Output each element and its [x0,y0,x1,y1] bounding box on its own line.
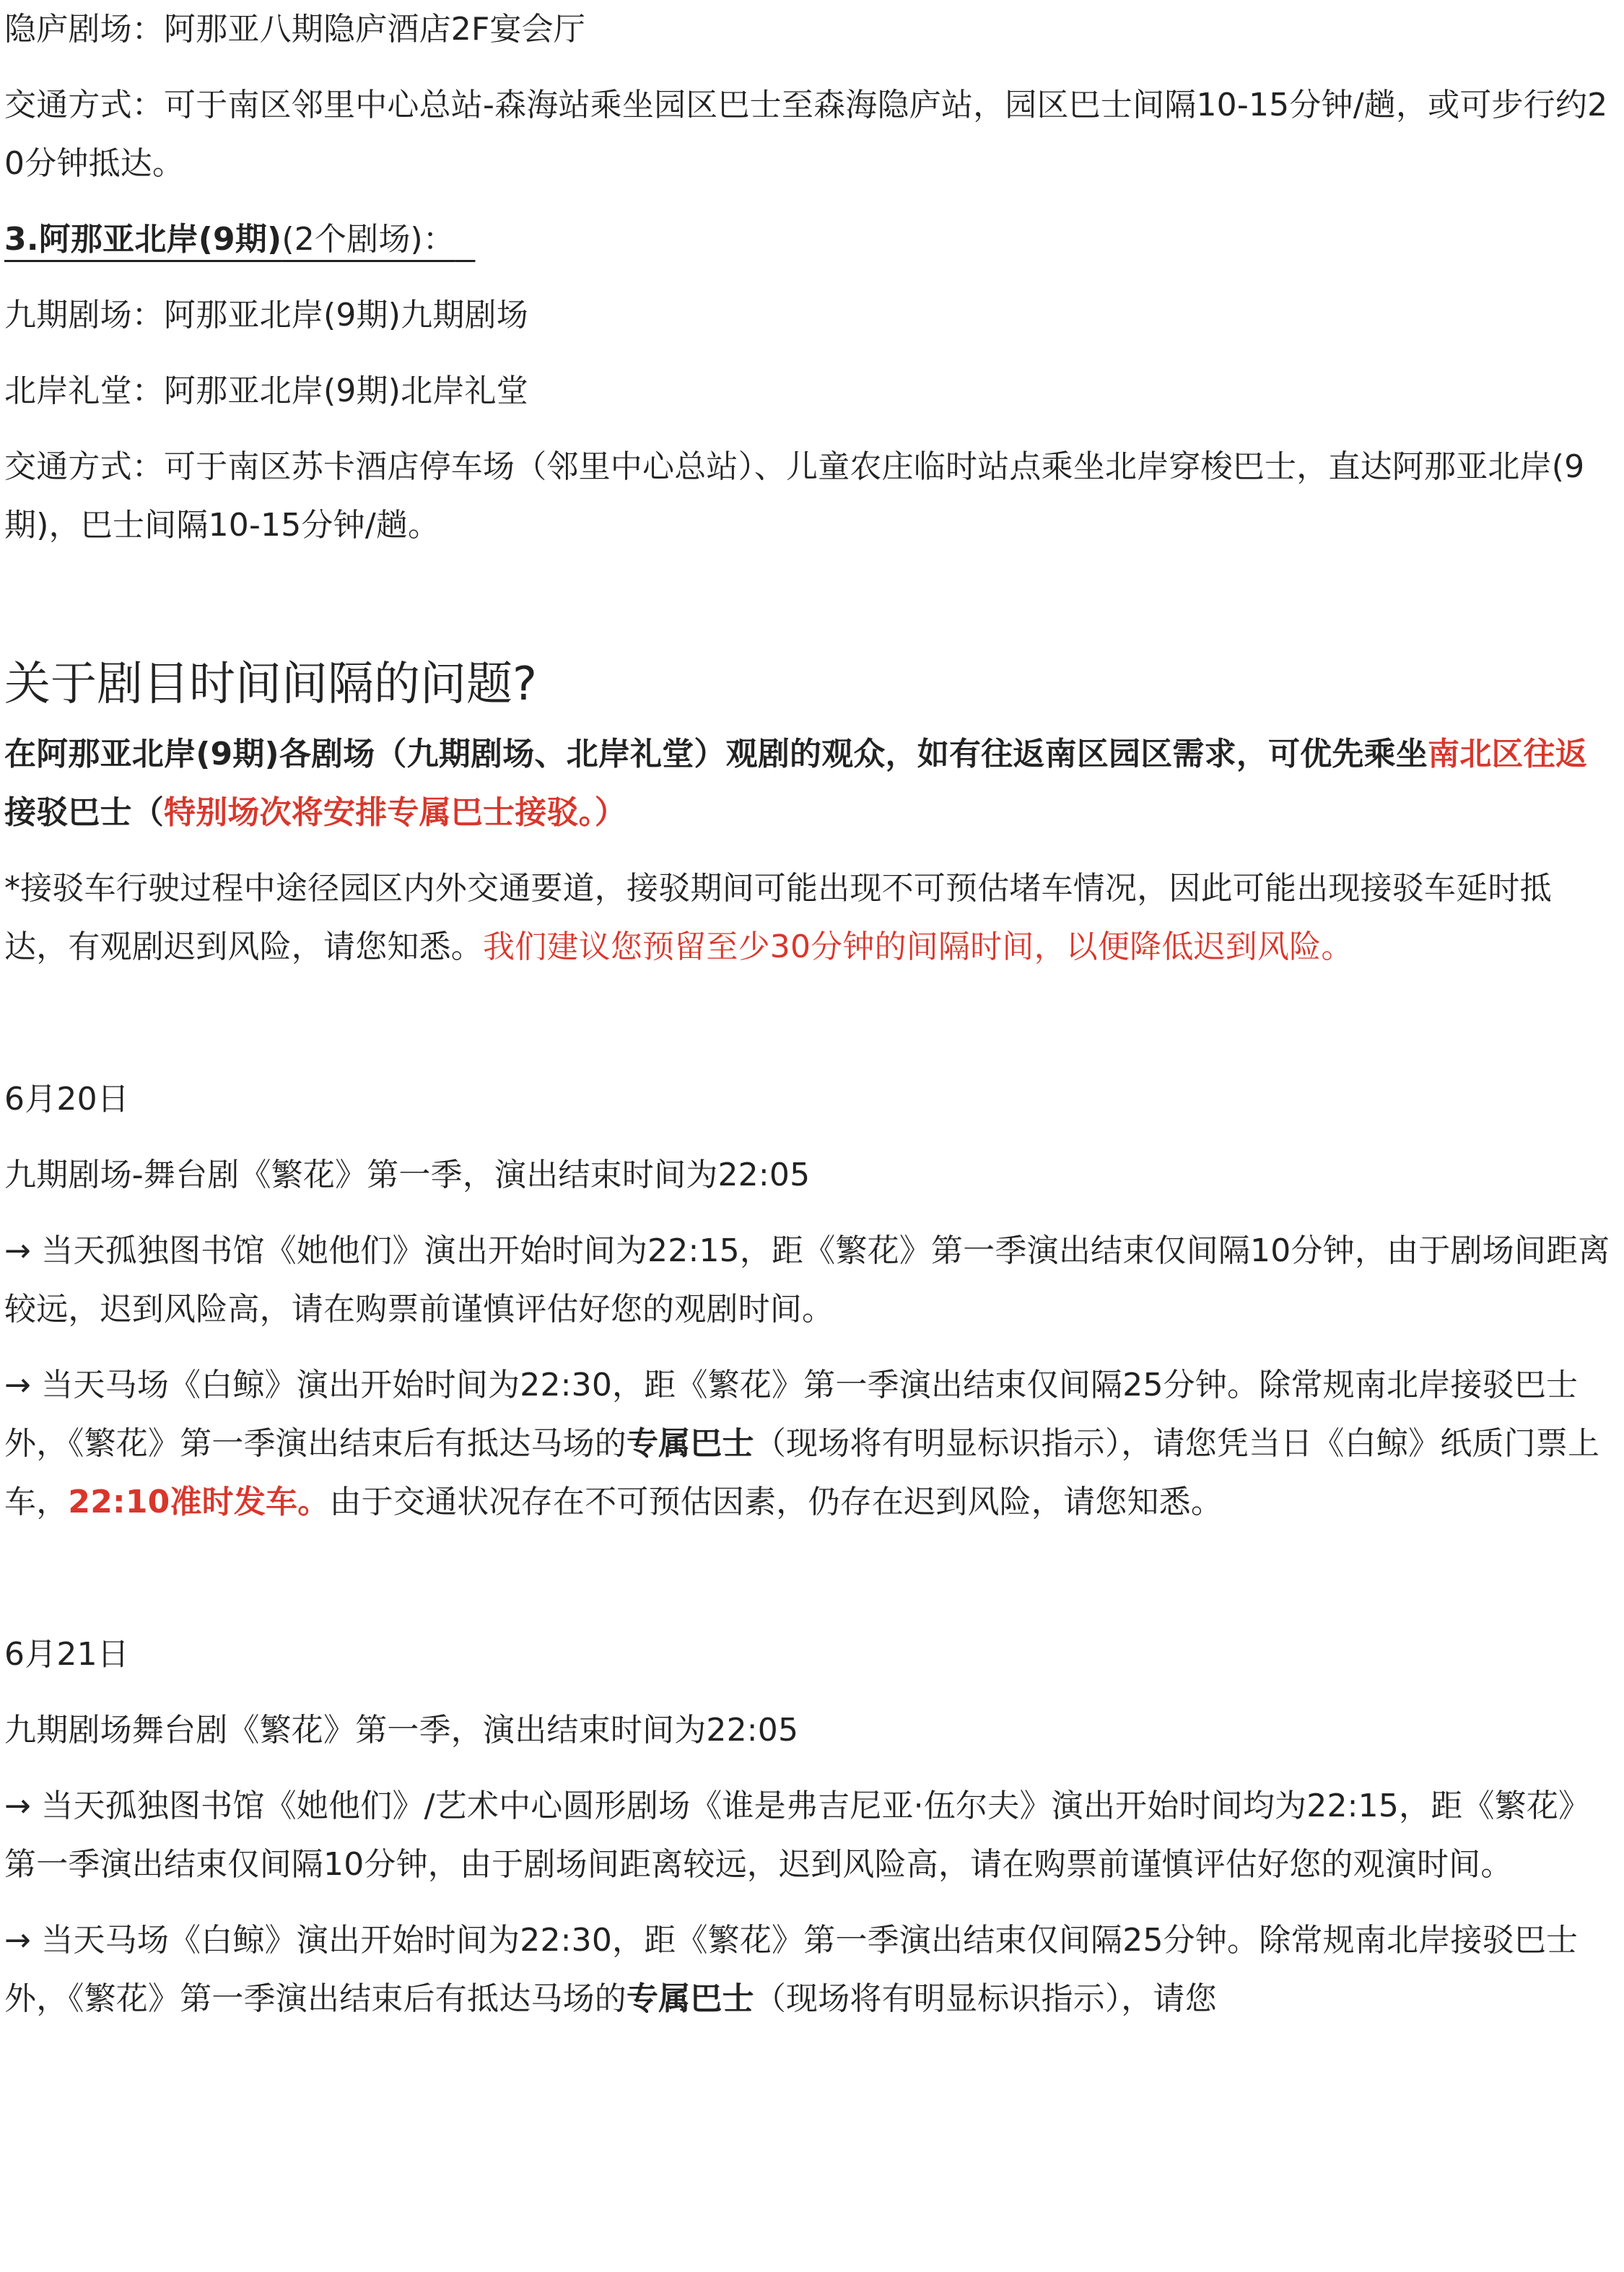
day1-arrow2-a: → 当天马场《白鲸》演出开始时间为22:30，距《繁花》第一季演出结束仅间隔25分钟。除常规南北岸接驳巴士外，《繁花》第一季演出结束后有抵达马场的 [4,1367,1579,1462]
day1-line1: 九期剧场-舞台剧《繁花》第一季，演出结束时间为22:05 [4,1157,811,1193]
section-3-title-underline [4,221,475,258]
day2-arrow1: → 当天孤独图书馆《她他们》/艺术中心圆形剧场《谁是弗吉尼亚·伍尔夫》演出开始时间均为22:15，距《繁花》第一季演出结束仅间隔10分钟，由于剧场间距离较远，迟到风险高，请在购票前谨慎评估好您的观演时间。 [4,1788,1591,1883]
section-3-title-rest: (2个剧场)： [281,221,455,258]
day2-line1: 九期剧场舞台剧《繁花》第一季，演出结束时间为22:05 [4,1712,799,1749]
day1-date: 6月20日 [4,1081,129,1118]
day1-arrow2-red: 22:10准时发车。 [68,1484,330,1520]
day2-arrow2-a: → 当天马场《白鲸》演出开始时间为22:30，距《繁花》第一季演出结束仅间隔25分钟。除常规南北岸接驳巴士外，《繁花》第一季演出结束后有抵达马场的 [4,1922,1579,2017]
interval-lead-red-1: 南北区往返 [1428,736,1588,772]
interval-lead-bold-1: 在阿那亚北岸(9期)各剧场（九期剧场、北岸礼堂）观剧的观众，如有往返南区园区需求，可优先乘坐 [4,736,1428,772]
section-3-title-bold: 3.阿那亚北岸(9期) [4,221,282,258]
interval-note-black: *接驳车行驶过程中途径园区内外交通要道，接驳期间可能出现不可预估堵车情况，因此可能出现接驳车延时抵达，有观剧迟到风险，请您知悉。 [4,870,1552,965]
day2-arrow2 [4,1911,1611,2028]
interval-lead-red-2: 特别场次将安排专属巴士接驳。） [164,794,627,831]
day1-arrow2 [4,1356,1611,1531]
day1-arrow2-c: 由于交通状况存在不可预估因素，仍存在迟到风险，请您知悉。 [329,1484,1223,1520]
day2-date: 6月21日 [4,1636,129,1673]
venue-transport-1: 交通方式：可于南区邻里中心总站-森海站乘坐园区巴士至森海隐庐站，园区巴士间隔10-15分钟/趟，或可步行约20分钟抵达。 [4,87,1608,182]
day1-arrow1: → 当天孤独图书馆《她他们》演出开始时间为22:15，距《繁花》第一季演出结束仅间隔10分钟，由于剧场间距离较远，迟到风险高，请在购票前谨慎评估好您的观剧时间。 [4,1232,1610,1328]
venue-transport-2: 交通方式：可于南区苏卡酒店停车场（邻里中心总站）、儿童农庄临时站点乘坐北岸穿梭巴士，直达阿那亚北岸(9期)，巴士间隔10-15分钟/趟。 [4,448,1585,544]
venue-jiuqi-theater: 九期剧场：阿那亚北岸(9期)九期剧场 [4,297,528,334]
day1-arrow2-b: （现场将有明显标识指示），请您凭当日《白鲸》纸质门票上车， [4,1425,1600,1520]
venue-yinlu-theater: 隐庐剧场：阿那亚八期隐庐酒店2F宴会厅 [4,11,586,48]
interval-note [4,859,1611,976]
day2-arrow2-b: （现场将有明显标识指示），请您 [754,1980,1217,2017]
day1-arrow2-bold: 专属巴士 [627,1425,754,1462]
day2-arrow2-bold: 专属巴士 [627,1980,754,2017]
interval-lead-bold-2: 接驳巴士（ [4,794,164,831]
interval-note-red: 我们建议您预留至少30分钟的间隔时间，以便降低迟到风险。 [483,928,1353,965]
section-3-title [4,210,1611,269]
interval-heading: 关于剧目时间间隔的问题? [4,658,537,711]
venue-beian-hall: 北岸礼堂：阿那亚北岸(9期)北岸礼堂 [4,373,528,409]
interval-lead [4,725,1611,842]
